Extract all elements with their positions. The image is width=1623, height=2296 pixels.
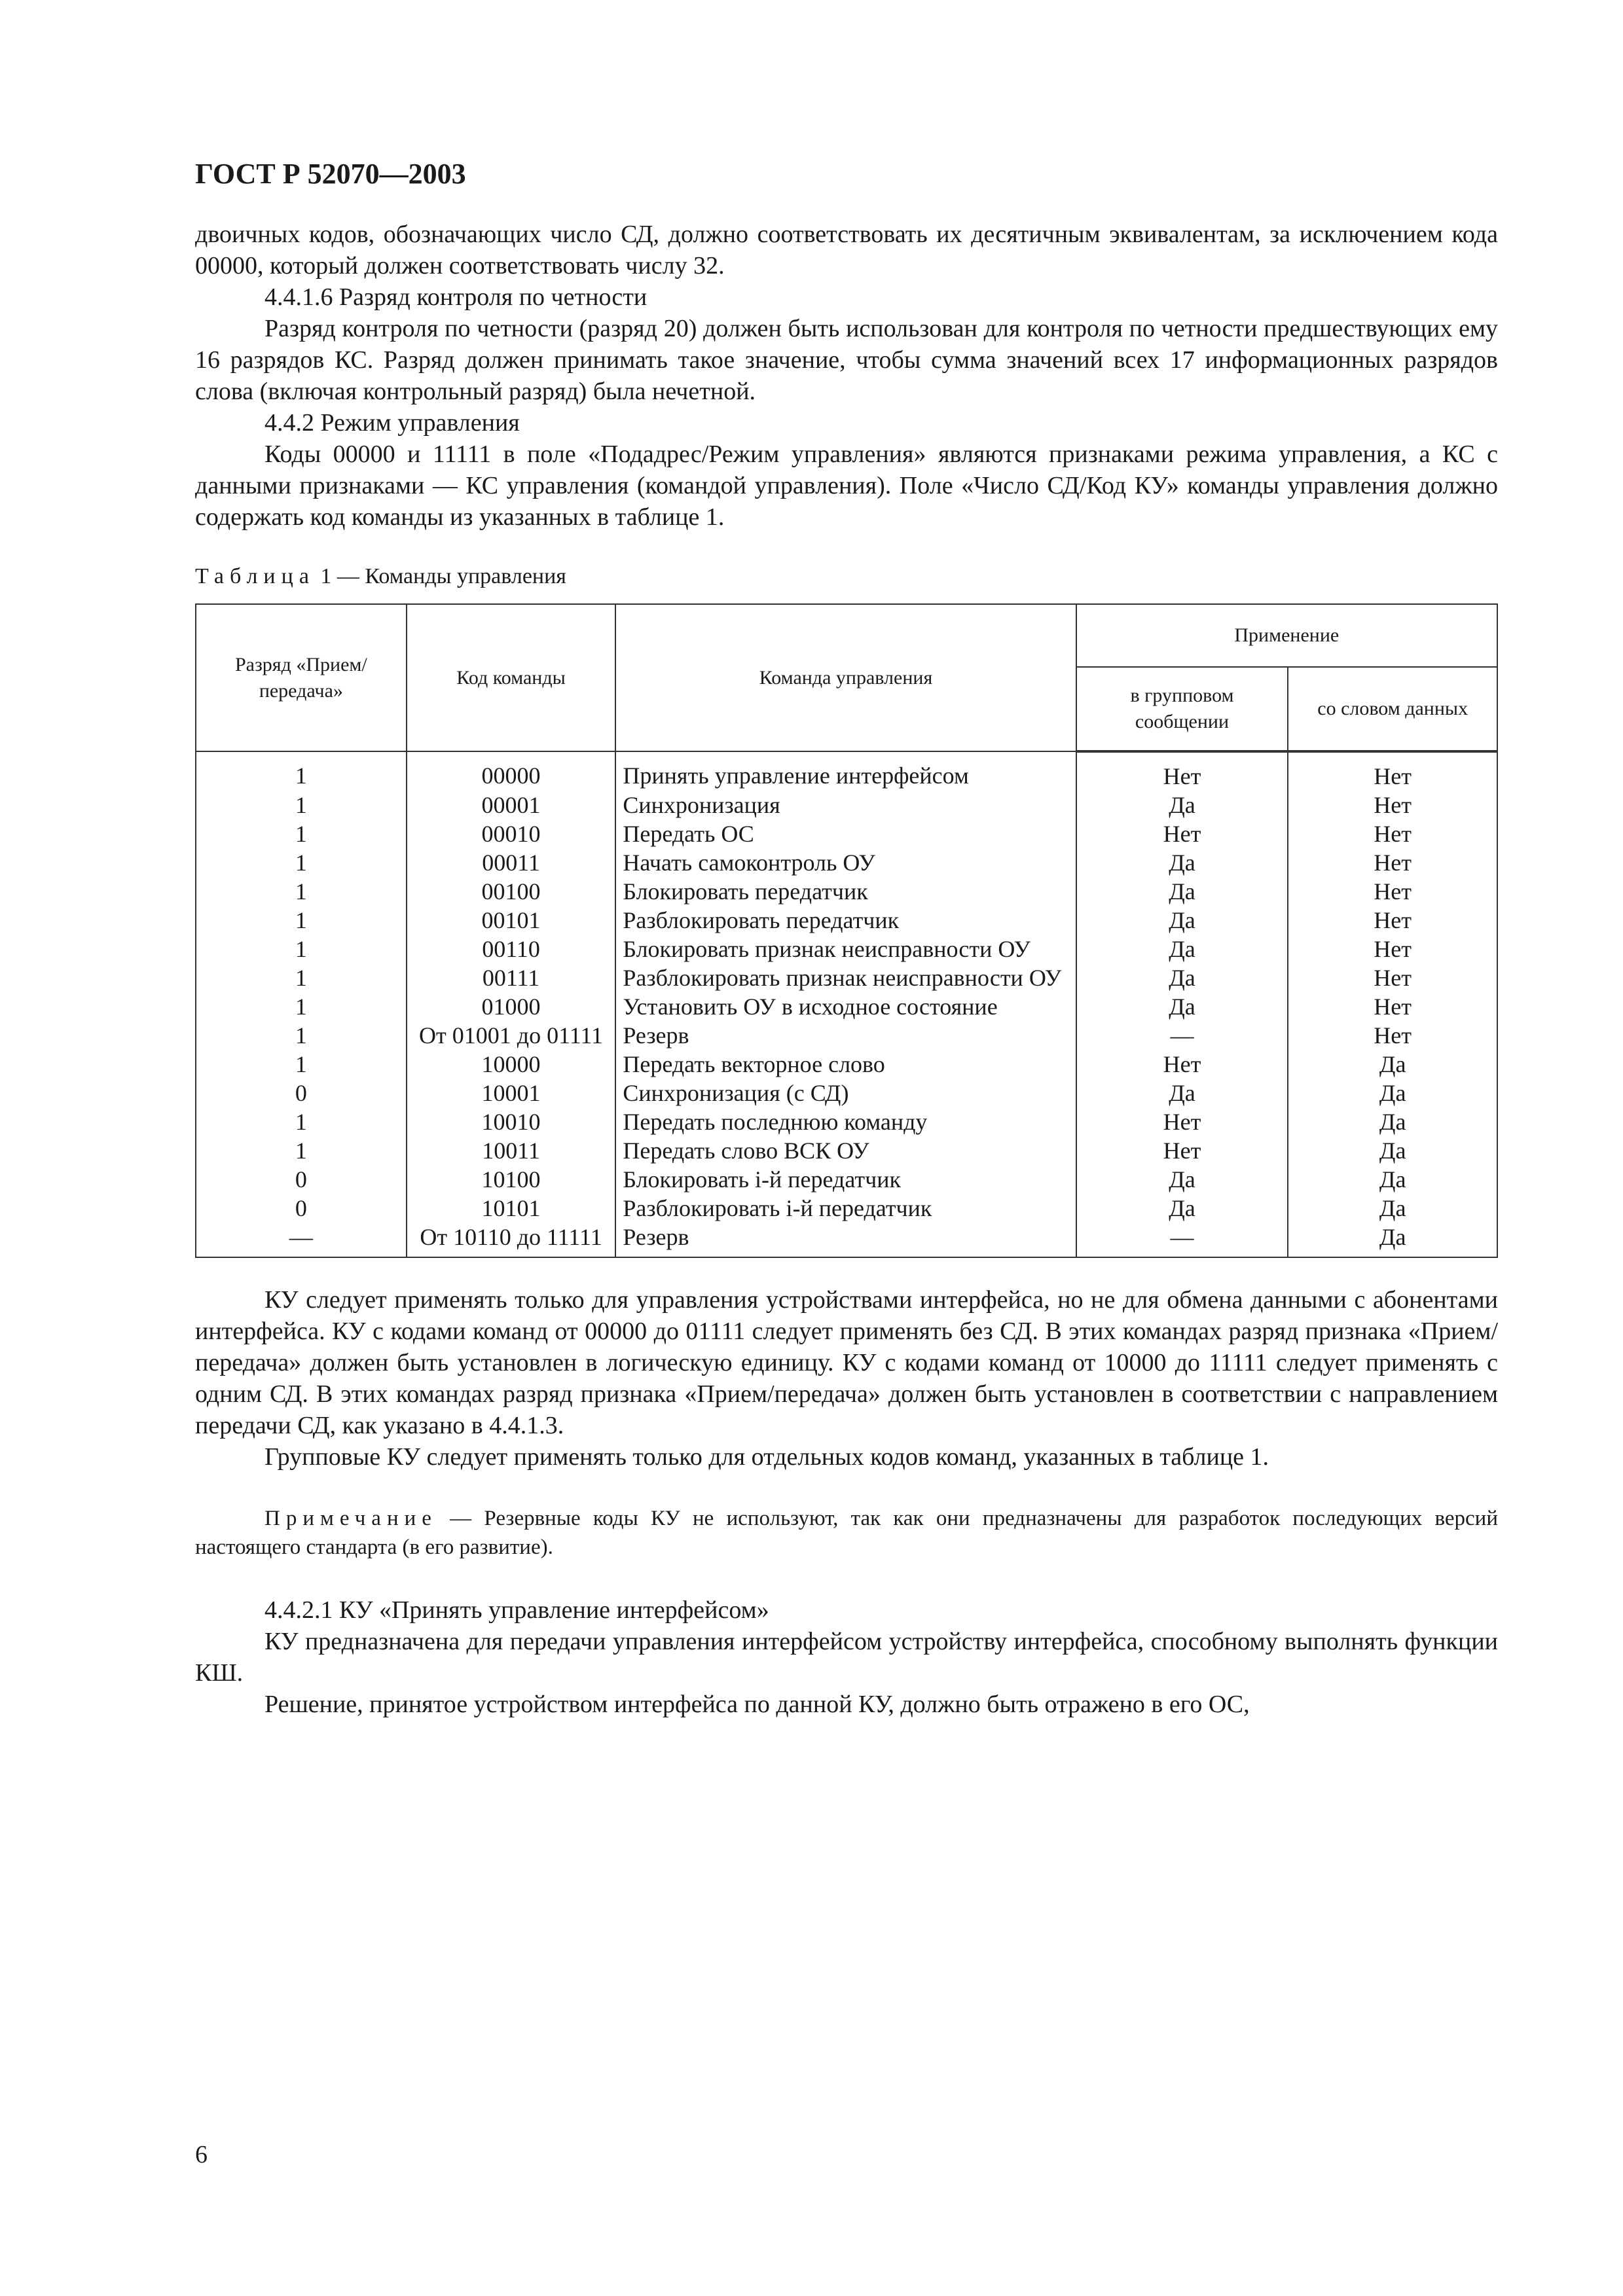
cell-code: От 10110 до 11111 bbox=[407, 1223, 616, 1257]
cell-in-group: Да bbox=[1076, 906, 1288, 935]
table-row bbox=[196, 819, 1497, 848]
cell-bit: 1 bbox=[196, 935, 407, 963]
cell-code: 10011 bbox=[407, 1136, 616, 1165]
cell-in-group: Нет bbox=[1076, 1107, 1288, 1136]
cell-code: 10010 bbox=[407, 1107, 616, 1136]
cell-bit: 1 bbox=[196, 751, 407, 791]
header-code: Код команды bbox=[407, 604, 616, 751]
table-row bbox=[196, 935, 1497, 963]
cell-code: 00101 bbox=[407, 906, 616, 935]
cell-in-group: Да bbox=[1076, 935, 1288, 963]
table-row bbox=[196, 791, 1497, 819]
header-usage: Применение bbox=[1076, 604, 1497, 667]
after-paragraph-2: Групповые КУ следует применять только для отдельных кодов команд, указанных в таблице 1. bbox=[264, 1443, 1269, 1471]
table-row bbox=[196, 1107, 1497, 1136]
table-row bbox=[196, 1194, 1497, 1223]
cell-in-group: Нет bbox=[1076, 1136, 1288, 1165]
cell-in-group: Да bbox=[1076, 791, 1288, 819]
cell-with-data: Да bbox=[1288, 1050, 1497, 1079]
cell-bit: 1 bbox=[196, 1107, 407, 1136]
cell-in-group: Да bbox=[1076, 1079, 1288, 1107]
cell-command: Блокировать признак неисправности ОУ bbox=[615, 935, 1076, 963]
cell-code: 00000 bbox=[407, 751, 616, 791]
cell-bit: 1 bbox=[196, 906, 407, 935]
cell-command: Разблокировать признак неисправности ОУ bbox=[615, 963, 1076, 992]
cell-with-data: Да bbox=[1288, 1136, 1497, 1165]
commands-table bbox=[195, 603, 1498, 1258]
cell-with-data: Да bbox=[1288, 1079, 1497, 1107]
cell-command: Разблокировать i-й передатчик bbox=[615, 1194, 1076, 1223]
table-row bbox=[196, 751, 1497, 791]
cell-command: Установить ОУ в исходное состояние bbox=[615, 992, 1076, 1021]
cell-with-data: Да bbox=[1288, 1165, 1497, 1194]
section-heading-4416: 4.4.1.6 Разряд контроля по четности bbox=[264, 283, 647, 311]
section-heading-442: 4.4.2 Режим управления bbox=[264, 409, 520, 437]
cell-code: 10001 bbox=[407, 1079, 616, 1107]
cell-in-group: Нет bbox=[1076, 751, 1288, 791]
cell-bit: 1 bbox=[196, 963, 407, 992]
cell-code: 10100 bbox=[407, 1165, 616, 1194]
cell-in-group: Да bbox=[1076, 848, 1288, 877]
cell-code: 00011 bbox=[407, 848, 616, 877]
cell-command: Резерв bbox=[615, 1223, 1076, 1257]
cell-in-group: Да bbox=[1076, 992, 1288, 1021]
cell-command: Передать ОС bbox=[615, 819, 1076, 848]
note-text: — Резервные коды КУ не используют, так как они предназначены для разработок последующих версий настоящего стандарта (в его развитие). bbox=[195, 1507, 1498, 1559]
cell-in-group: Да bbox=[1076, 1194, 1288, 1223]
cell-bit: 1 bbox=[196, 848, 407, 877]
cell-with-data: Нет bbox=[1288, 819, 1497, 848]
page-number: 6 bbox=[195, 2141, 208, 2168]
cell-with-data: Нет bbox=[1288, 848, 1497, 877]
header-in-group: в групповом сообщении bbox=[1076, 667, 1288, 751]
cell-with-data: Нет bbox=[1288, 1021, 1497, 1050]
cell-bit: 1 bbox=[196, 1136, 407, 1165]
cell-with-data: Нет bbox=[1288, 992, 1497, 1021]
cell-in-group: Да bbox=[1076, 877, 1288, 906]
table-row bbox=[196, 1050, 1497, 1079]
cell-code: 00111 bbox=[407, 963, 616, 992]
cell-command: Разблокировать передатчик bbox=[615, 906, 1076, 935]
document-page bbox=[195, 154, 1498, 1720]
cell-in-group: — bbox=[1076, 1223, 1288, 1257]
table-row bbox=[196, 877, 1497, 906]
cell-command: Резерв bbox=[615, 1021, 1076, 1050]
cell-with-data: Да bbox=[1288, 1107, 1497, 1136]
header-command: Команда управления bbox=[615, 604, 1076, 751]
cell-code: 00001 bbox=[407, 791, 616, 819]
cell-bit: 1 bbox=[196, 791, 407, 819]
cell-command: Блокировать i-й передатчик bbox=[615, 1165, 1076, 1194]
cell-command: Передать слово ВСК ОУ bbox=[615, 1136, 1076, 1165]
intro-paragraph-1: двоичных кодов, обозначающих число СД, должно соответствовать их десятичным эквивалентам, за исключением кода 00000, который должен соответствовать числу 32. bbox=[195, 221, 1498, 279]
cell-bit: 1 bbox=[196, 877, 407, 906]
cell-bit: 1 bbox=[196, 1021, 407, 1050]
cell-bit: 0 bbox=[196, 1165, 407, 1194]
after-paragraph-3: КУ предназначена для передачи управления интерфейсом устройству интерфейса, способному выполнять функции КШ. bbox=[195, 1628, 1498, 1687]
table-row bbox=[196, 1079, 1497, 1107]
cell-code: От 01001 до 01111 bbox=[407, 1021, 616, 1050]
table-row bbox=[196, 1021, 1497, 1050]
cell-in-group: Да bbox=[1076, 963, 1288, 992]
cell-code: 00100 bbox=[407, 877, 616, 906]
cell-bit: 1 bbox=[196, 992, 407, 1021]
cell-with-data: Нет bbox=[1288, 877, 1497, 906]
cell-command: Передать векторное слово bbox=[615, 1050, 1076, 1079]
after-paragraph-1: КУ следует применять только для управления устройствами интерфейса, но не для обмена данными с абонентами интерфейса. КУ с кодами команд от 00000 до 01111 следует применять без СД. В этих командах разряд признака «Прием/передача» должен быть установлен в логическую единицу. КУ с кодами команд от 10000 до 11111 следует применять с одним СД. В этих командах разряд признака «Прием/передача» должен быть установлен в соответствии с направлением передачи СД, как указано в 4.4.1.3. bbox=[195, 1286, 1498, 1439]
document-header: ГОСТ Р 52070—2003 bbox=[195, 158, 466, 190]
cell-command: Передать последнюю команду bbox=[615, 1107, 1076, 1136]
table-row bbox=[196, 906, 1497, 935]
intro-paragraph-3: Коды 00000 и 11111 в поле «Подадрес/Режим управления» являются признаками режима управления, а КС с данными признаками — КС управления (командой управления). Поле «Число СД/Код КУ» команды управления должно содержать код команды из указанных в таблице 1. bbox=[195, 440, 1498, 531]
cell-code: 01000 bbox=[407, 992, 616, 1021]
table-row bbox=[196, 1165, 1497, 1194]
cell-bit: 1 bbox=[196, 1050, 407, 1079]
header-with-data: со словом данных bbox=[1288, 667, 1497, 751]
table-row bbox=[196, 848, 1497, 877]
cell-bit: 0 bbox=[196, 1194, 407, 1223]
table-row bbox=[196, 963, 1497, 992]
cell-with-data: Нет bbox=[1288, 963, 1497, 992]
cell-bit: 1 bbox=[196, 819, 407, 848]
table-caption bbox=[195, 562, 1498, 592]
cell-in-group: Да bbox=[1076, 1165, 1288, 1194]
cell-code: 00010 bbox=[407, 819, 616, 848]
cell-with-data: Нет bbox=[1288, 935, 1497, 963]
table-caption-label: Таблица bbox=[195, 564, 315, 588]
cell-command: Блокировать передатчик bbox=[615, 877, 1076, 906]
table-caption-text: 1 — Команды управления bbox=[314, 564, 566, 588]
header-bit: Разряд «Прием/передача» bbox=[196, 604, 407, 751]
cell-with-data: Нет bbox=[1288, 906, 1497, 935]
cell-command: Синхронизация bbox=[615, 791, 1076, 819]
cell-command: Начать самоконтроль ОУ bbox=[615, 848, 1076, 877]
table-row bbox=[196, 1136, 1497, 1165]
cell-bit: 0 bbox=[196, 1079, 407, 1107]
intro-paragraph-2: Разряд контроля по четности (разряд 20) должен быть использован для контроля по четности предшествующих ему 16 разрядов КС. Разряд должен принимать такое значение, чтобы сумма значений всех 17 информационных разрядов слова (включая контрольный разряд) была нечетной. bbox=[195, 315, 1498, 405]
table-row bbox=[196, 1223, 1497, 1257]
cell-code: 10101 bbox=[407, 1194, 616, 1223]
cell-with-data: Нет bbox=[1288, 751, 1497, 791]
after-paragraph-4: Решение, принятое устройством интерфейса по данной КУ, должно быть отражено в его ОС, bbox=[264, 1691, 1250, 1718]
cell-code: 10000 bbox=[407, 1050, 616, 1079]
cell-command: Принять управление интерфейсом bbox=[615, 751, 1076, 791]
cell-in-group: Нет bbox=[1076, 819, 1288, 848]
note-label: Примечание bbox=[264, 1507, 437, 1530]
cell-with-data: Да bbox=[1288, 1223, 1497, 1257]
cell-code: 00110 bbox=[407, 935, 616, 963]
table-row bbox=[196, 992, 1497, 1021]
cell-command: Синхронизация (с СД) bbox=[615, 1079, 1076, 1107]
cell-with-data: Нет bbox=[1288, 791, 1497, 819]
section-heading-4421: 4.4.2.1 КУ «Принять управление интерфейсом» bbox=[264, 1596, 769, 1624]
cell-with-data: Да bbox=[1288, 1194, 1497, 1223]
note bbox=[195, 1504, 1498, 1562]
cell-in-group: Нет bbox=[1076, 1050, 1288, 1079]
cell-in-group: — bbox=[1076, 1021, 1288, 1050]
cell-bit: — bbox=[196, 1223, 407, 1257]
